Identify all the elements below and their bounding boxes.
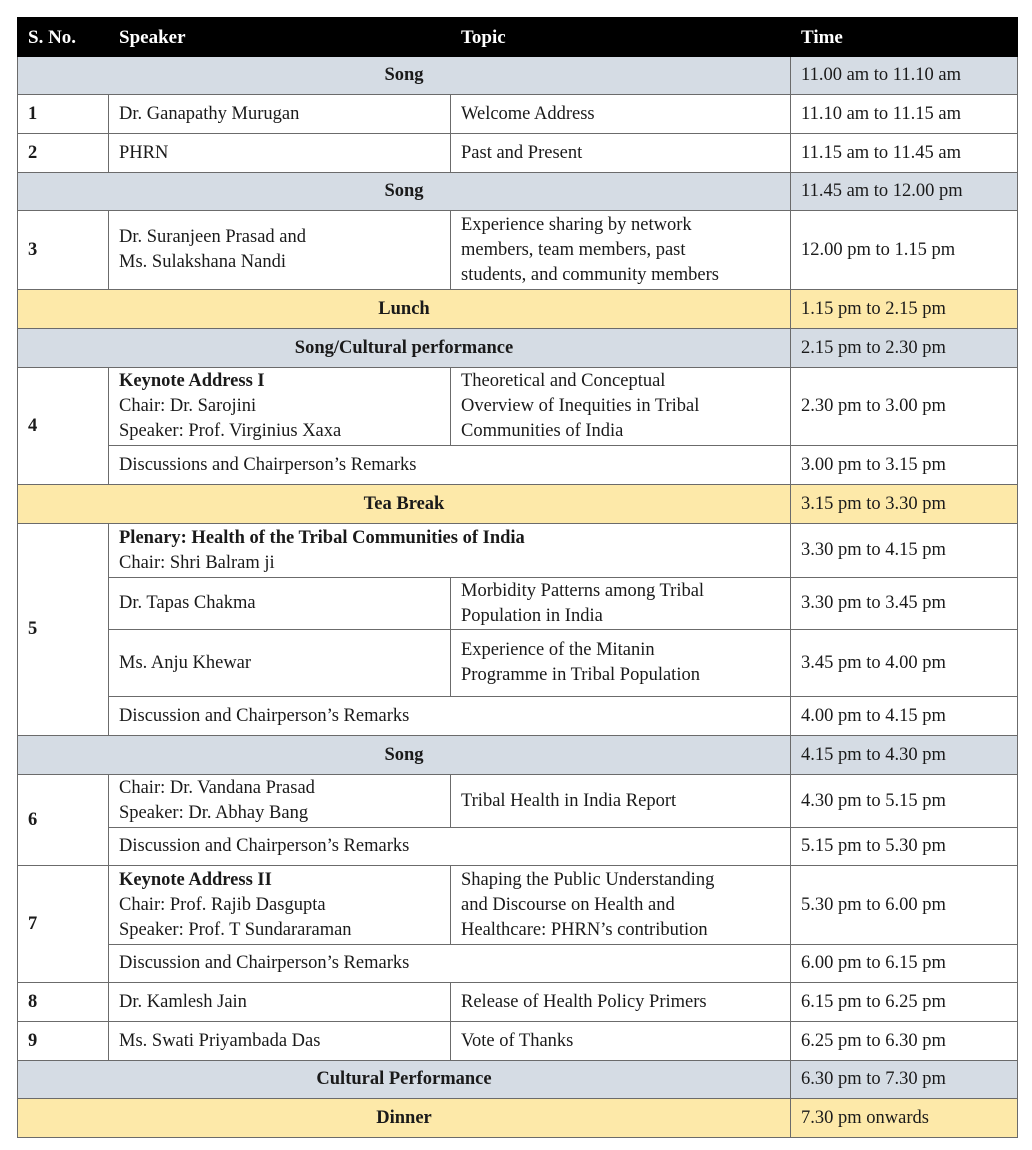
speaker-cell <box>109 368 451 446</box>
band-label: Cultural Performance <box>18 1061 791 1099</box>
sno-cell: 1 <box>18 95 109 134</box>
time-cell: 6.25 pm to 6.30 pm <box>791 1022 1018 1061</box>
topic-cell: Tribal Health in India Report <box>451 775 791 828</box>
band-label: Dinner <box>18 1099 791 1138</box>
chair-line: Chair: Shri Balram ji <box>119 552 275 573</box>
table-row <box>18 866 1018 945</box>
table-row <box>18 945 1018 983</box>
time-cell: 11.45 am to 12.00 pm <box>791 173 1018 211</box>
table-row <box>18 524 1018 578</box>
time-cell: 6.00 pm to 6.15 pm <box>791 945 1018 983</box>
song-row-3 <box>18 736 1018 775</box>
band-label: Tea Break <box>18 485 791 524</box>
discussion-cell: Discussions and Chairperson’s Remarks <box>109 446 791 485</box>
topic-cell <box>451 211 791 290</box>
time-cell: 2.15 pm to 2.30 pm <box>791 329 1018 368</box>
cultural-row-1 <box>18 329 1018 368</box>
chair-line: Chair: Prof. Rajib Dasgupta <box>119 894 326 915</box>
topic-line: Programme in Tribal Population <box>461 665 700 685</box>
time-cell: 11.00 am to 11.10 am <box>791 57 1018 95</box>
time-cell: 3.15 pm to 3.30 pm <box>791 485 1018 524</box>
program-schedule-table <box>17 17 1018 1138</box>
lunch-row <box>18 290 1018 329</box>
cultural-row-2 <box>18 1061 1018 1099</box>
header-speaker: Speaker <box>109 18 451 57</box>
topic-line: Overview of Inequities in Tribal <box>461 396 700 416</box>
topic-cell: Welcome Address <box>451 95 791 134</box>
speaker-cell: Ms. Swati Priyambada Das <box>109 1022 451 1061</box>
speaker-cell: PHRN <box>109 134 451 173</box>
dinner-row <box>18 1099 1018 1138</box>
time-cell: 4.15 pm to 4.30 pm <box>791 736 1018 775</box>
band-label: Song/Cultural performance <box>18 329 791 368</box>
table-row <box>18 134 1018 173</box>
topic-cell <box>451 866 791 945</box>
sno-cell: 2 <box>18 134 109 173</box>
table-row <box>18 828 1018 866</box>
speaker-cell: Dr. Ganapathy Murugan <box>109 95 451 134</box>
sno-cell: 8 <box>18 983 109 1022</box>
topic-cell: Past and Present <box>451 134 791 173</box>
table-row <box>18 368 1018 446</box>
topic-cell <box>451 368 791 446</box>
band-label: Song <box>18 173 791 211</box>
speaker-line: Speaker: Prof. T Sundararaman <box>119 919 352 940</box>
time-cell: 6.15 pm to 6.25 pm <box>791 983 1018 1022</box>
speaker-cell <box>109 775 451 828</box>
topic-line: Morbidity Patterns among Tribal <box>461 580 705 601</box>
topic-line: Healthcare: PHRN’s contribution <box>461 919 708 940</box>
topic-cell: Vote of Thanks <box>451 1022 791 1061</box>
table-row <box>18 578 1018 630</box>
chair-line: Chair: Dr. Vandana Prasad <box>119 778 315 798</box>
topic-line: members, team members, past <box>461 239 686 260</box>
topic-line: Experience of the Mitanin <box>461 640 655 660</box>
header-row <box>18 18 1018 57</box>
time-cell: 12.00 pm to 1.15 pm <box>791 211 1018 290</box>
time-cell: 5.15 pm to 5.30 pm <box>791 828 1018 866</box>
table-row <box>18 630 1018 697</box>
time-cell: 7.30 pm onwards <box>791 1099 1018 1138</box>
time-cell: 2.30 pm to 3.00 pm <box>791 368 1018 446</box>
sno-cell: 4 <box>18 368 109 485</box>
speaker-cell <box>109 211 451 290</box>
session-title: Keynote Address I <box>119 371 265 391</box>
speaker-line: Speaker: Prof. Virginius Xaxa <box>119 421 342 441</box>
time-cell: 4.30 pm to 5.15 pm <box>791 775 1018 828</box>
table-row <box>18 775 1018 828</box>
table-row <box>18 983 1018 1022</box>
time-cell: 5.30 pm to 6.00 pm <box>791 866 1018 945</box>
time-cell: 3.00 pm to 3.15 pm <box>791 446 1018 485</box>
speaker-cell: Dr. Tapas Chakma <box>109 578 451 630</box>
sno-cell: 3 <box>18 211 109 290</box>
band-label: Lunch <box>18 290 791 329</box>
time-cell: 11.15 am to 11.45 am <box>791 134 1018 173</box>
discussion-cell: Discussion and Chairperson’s Remarks <box>109 945 791 983</box>
topic-line: Experience sharing by network <box>461 214 692 235</box>
time-cell: 4.00 pm to 4.15 pm <box>791 697 1018 736</box>
band-label: Song <box>18 736 791 775</box>
topic-line: Shaping the Public Understanding <box>461 869 715 890</box>
band-label: Song <box>18 57 791 95</box>
sno-cell: 9 <box>18 1022 109 1061</box>
time-cell: 1.15 pm to 2.15 pm <box>791 290 1018 329</box>
table-row <box>18 95 1018 134</box>
song-row-2 <box>18 173 1018 211</box>
sno-cell: 7 <box>18 866 109 983</box>
time-cell: 6.30 pm to 7.30 pm <box>791 1061 1018 1099</box>
sno-cell: 6 <box>18 775 109 866</box>
discussion-cell: Discussion and Chairperson’s Remarks <box>109 697 791 736</box>
table-row <box>18 1022 1018 1061</box>
table-row <box>18 697 1018 736</box>
speaker-cell: Dr. Kamlesh Jain <box>109 983 451 1022</box>
song-row-1 <box>18 57 1018 95</box>
topic-line: and Discourse on Health and <box>461 894 675 915</box>
table-row <box>18 211 1018 290</box>
speaker-line: Dr. Suranjeen Prasad and <box>119 227 307 247</box>
time-cell: 11.10 am to 11.15 am <box>791 95 1018 134</box>
topic-line: Communities of India <box>461 421 624 441</box>
sno-cell: 5 <box>18 524 109 736</box>
session-title: Plenary: Health of the Tribal Communities of India <box>119 527 525 548</box>
time-cell: 3.45 pm to 4.00 pm <box>791 630 1018 697</box>
plenary-cell <box>109 524 791 578</box>
tea-break-row <box>18 485 1018 524</box>
chair-line: Chair: Dr. Sarojini <box>119 396 257 416</box>
header-topic: Topic <box>451 18 791 57</box>
header-time: Time <box>791 18 1018 57</box>
topic-line: Population in India <box>461 605 603 626</box>
time-cell: 3.30 pm to 3.45 pm <box>791 578 1018 630</box>
session-title: Keynote Address II <box>119 869 272 890</box>
topic-cell <box>451 578 791 630</box>
time-cell: 3.30 pm to 4.15 pm <box>791 524 1018 578</box>
table-row <box>18 446 1018 485</box>
discussion-cell: Discussion and Chairperson’s Remarks <box>109 828 791 866</box>
speaker-cell <box>109 866 451 945</box>
topic-line: Theoretical and Conceptual <box>461 371 666 391</box>
speaker-line: Speaker: Dr. Abhay Bang <box>119 803 309 823</box>
topic-cell <box>451 630 791 697</box>
topic-cell: Release of Health Policy Primers <box>451 983 791 1022</box>
speaker-line: Ms. Sulakshana Nandi <box>119 252 286 272</box>
speaker-cell: Ms. Anju Khewar <box>109 630 451 697</box>
header-sno: S. No. <box>18 18 109 57</box>
topic-line: students, and community members <box>461 264 719 285</box>
